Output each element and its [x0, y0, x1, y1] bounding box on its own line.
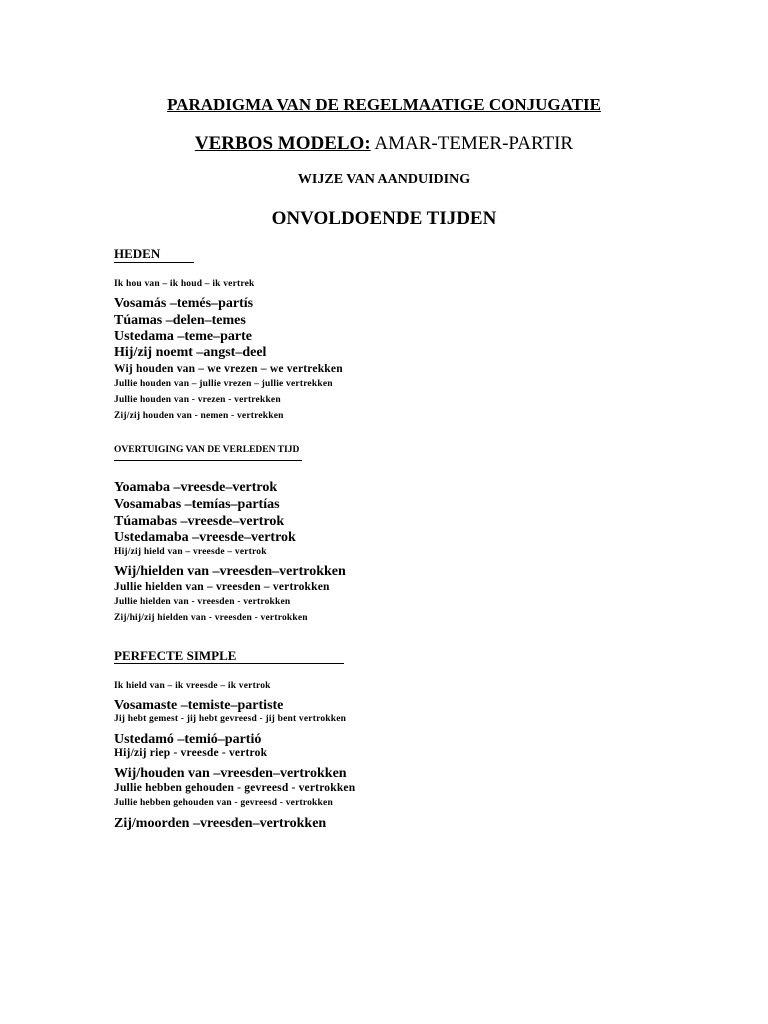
conjugation-line: Jullie hebben gehouden van - gevreesd - vertrokken [114, 798, 333, 808]
conjugation-line: Túamabas –vreesde–vertrok [114, 514, 285, 529]
conjugation-line: Jullie houden van - vrezen - vertrekken [114, 395, 281, 405]
conjugation-line: Zij/zij houden van - nemen - vertrekken [114, 411, 284, 421]
heading-underline [114, 663, 344, 664]
conjugation-line: Hij/zij noemt –angst–deel [114, 345, 267, 360]
mode-heading: WIJZE VAN AANDUIDING [297, 172, 471, 187]
conjugation-line: Wij/houden van –vreesden–vertrokken [114, 766, 347, 781]
conjugation-line: Jullie hielden van – vreesden – vertrokken [114, 581, 330, 593]
conjugation-line: Zij/moorden –vreesden–vertrokken [114, 816, 327, 831]
section-heading-verleden: OVERTUIGING VAN DE VERLEDEN TIJD [114, 445, 300, 455]
conjugation-line: Zij/hij/zij hielden van - vreesden - vertrokken [114, 613, 308, 623]
conjugation-line: Hij/zij riep - vreesde - vertrok [114, 747, 268, 759]
conjugation-line: Ustedamaba –vreesde–vertrok [114, 530, 296, 545]
conjugation-line: Jullie hebben gehouden - gevreesd - vertrokken [114, 782, 356, 794]
subtitle-rest: AMAR-TEMER-PARTIR [370, 133, 574, 154]
conjugation-line: Vosamaste –temiste–partiste [114, 698, 284, 713]
conjugation-line: Wij houden van – we vrezen – we vertrekken [114, 363, 343, 375]
heading-underline [114, 460, 302, 461]
conjugation-line: Túamas –delen–temes [114, 313, 246, 328]
conjugation-line: Jij hebt gemest - jij hebt gevreesd - jij bent vertrokken [114, 714, 347, 724]
conjugation-line: Yoamaba –vreesde–vertrok [114, 480, 278, 495]
tense-group-heading: ONVOLDOENDE TIJDEN [271, 208, 497, 229]
document-subtitle [0, 133, 768, 155]
subtitle-prefix: VERBOS MODELO: [194, 133, 371, 154]
conjugation-line: Vosamabas –temías–partías [114, 497, 280, 512]
document-title: PARADIGMA VAN DE REGELMAATIGE CONJUGATIE [167, 95, 601, 114]
conjugation-line: Hij/zij hield van – vreesde – vertrok [114, 547, 267, 557]
conjugation-line: Vosamás –temés–partís [114, 296, 254, 311]
section-heading-perfecte: PERFECTE SIMPLE [114, 648, 237, 663]
conjugation-line: Wij/hielden van –vreesden–vertrokken [114, 564, 346, 579]
conjugation-line: Ik hield van – ik vreesde – ik vertrok [114, 681, 271, 691]
conjugation-line: Ik hou van – ik houd – ik vertrek [114, 279, 255, 289]
conjugation-line: Ustedamó –temió–partió [114, 732, 262, 747]
section-heading-heden: HEDEN [114, 246, 161, 261]
heading-underline [114, 262, 194, 263]
conjugation-line: Jullie hielden van - vreesden - vertrokken [114, 597, 291, 607]
conjugation-line: Jullie houden van – jullie vrezen – jullie vertrekken [114, 379, 333, 389]
conjugation-line: Ustedama –teme–parte [114, 329, 253, 344]
